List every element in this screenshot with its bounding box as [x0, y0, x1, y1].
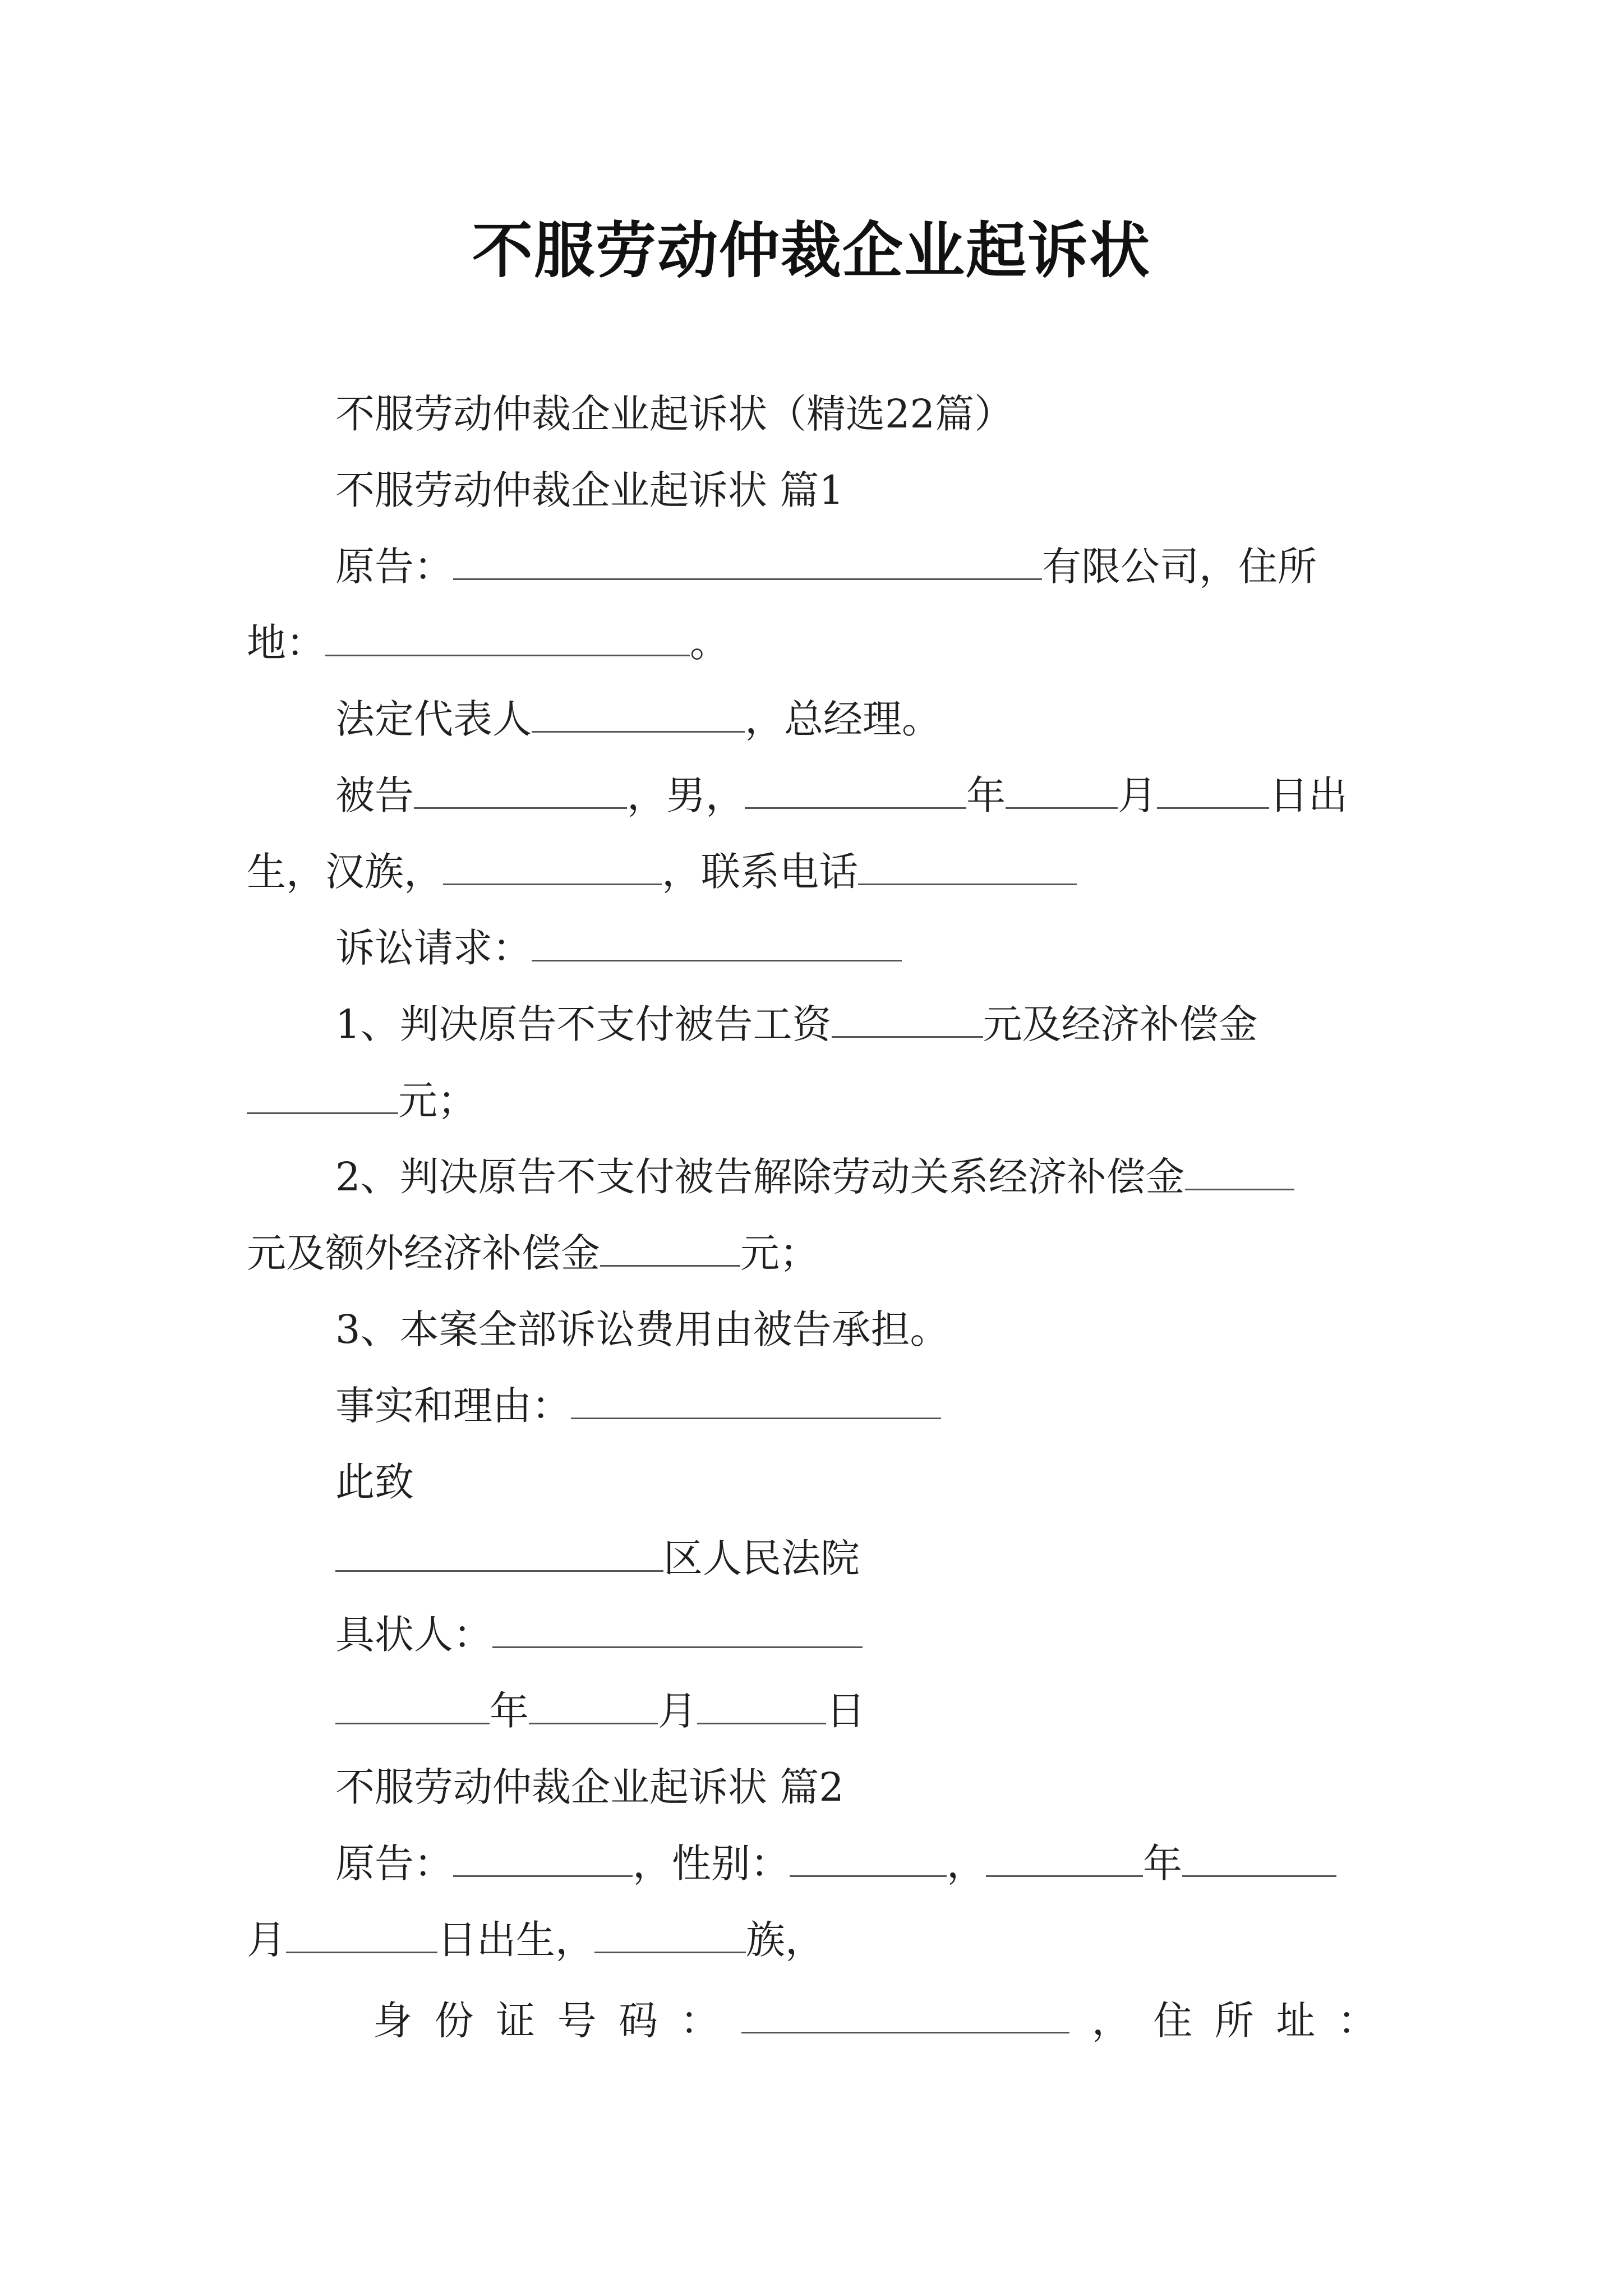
claim-1-end: 元；: [398, 1078, 477, 1124]
ethnicity-blank: [443, 844, 662, 885]
plaintiff-2-label: 原告：: [335, 1841, 453, 1887]
id-number-line: [373, 1993, 1377, 2049]
court-district-blank: [335, 1531, 663, 1572]
month-label: 月: [247, 1917, 286, 1963]
id-number-blank: [741, 1993, 1069, 2033]
claim-2-end: 元；: [740, 1230, 819, 1276]
plaintiff-2-line: [335, 1835, 1336, 1892]
signatory-line: [335, 1607, 863, 1663]
signatory-blank: [492, 1607, 863, 1648]
claim-1-continued: [247, 1073, 477, 1129]
birth-label: 日出: [1269, 772, 1348, 818]
compensation-amount-blank: [247, 1073, 398, 1114]
address-end: 。: [690, 620, 729, 666]
date-day-blank: [697, 1683, 826, 1724]
section-heading-1: [335, 462, 844, 518]
facts-label: 事实和理由：: [335, 1383, 571, 1429]
year-label: 年: [966, 772, 1006, 818]
ethnicity-blank: [594, 1912, 746, 1953]
subtitle-line: [335, 386, 1013, 442]
year-label: 年: [1143, 1841, 1182, 1887]
claim-2-text: 2、判决原告不支付被告解除劳动关系经济补偿金: [335, 1154, 1185, 1200]
plaintiff-2-continued: [247, 1912, 824, 1968]
birth-month-blank: [1006, 768, 1118, 809]
date-month-blank: [529, 1683, 658, 1724]
claim-1-text: 1、判决原告不支付被告工资: [335, 1001, 832, 1047]
date-month-label: 月: [658, 1688, 697, 1734]
claims-line: [335, 920, 902, 976]
ethnicity-text: 生，汉族，: [247, 849, 443, 895]
wage-amount-blank: [832, 997, 983, 1038]
subtitle-text: 不服劳动仲裁企业起诉状（精选22篇）: [335, 391, 1014, 437]
claim-3-line: [335, 1301, 949, 1358]
claim-1-line: [335, 996, 1258, 1052]
legal-rep-line: [335, 691, 941, 747]
birth-year-blank: [745, 768, 966, 809]
facts-blank: [571, 1378, 941, 1419]
claims-label: 诉讼请求：: [335, 925, 532, 971]
legal-rep-blank: [532, 692, 745, 733]
defendant-label: 被告: [335, 772, 414, 818]
gender-label: ，性别：: [633, 1841, 790, 1887]
court-line: [335, 1530, 860, 1586]
separator: ，: [947, 1841, 986, 1887]
section-heading-text: 不服劳动仲裁企业起诉状 篇2: [335, 1764, 844, 1810]
plaintiff-label: 原告：: [335, 544, 453, 590]
claim-1-compensation: 元及经济补偿金: [983, 1001, 1258, 1047]
plaintiff-address-line: [247, 615, 729, 671]
claims-blank: [532, 921, 902, 961]
plaintiff-2-name-blank: [453, 1836, 633, 1877]
id-char: 证: [496, 1998, 536, 2044]
court-name: 区人民法院: [663, 1535, 860, 1581]
address-char: 住: [1153, 1998, 1193, 2044]
facts-line: [335, 1378, 941, 1434]
id-char: 码: [619, 1998, 658, 2044]
date-line: [335, 1683, 865, 1739]
document-title: 不服劳动仲裁企业起诉状: [472, 216, 1151, 286]
plaintiff-line: [335, 539, 1317, 595]
address-char: 所: [1214, 1998, 1254, 2044]
phone-label: ，联系电话: [662, 849, 858, 895]
ethnicity-label: 族，: [746, 1917, 824, 1963]
extra-compensation-blank: [600, 1226, 740, 1267]
defendant-gender: ，男，: [627, 772, 745, 818]
address-char: 址: [1276, 1998, 1316, 2044]
legal-rep-label: 法定代表人: [335, 696, 532, 742]
id-char: 份: [434, 1998, 474, 2044]
birth-day-blank: [286, 1912, 437, 1953]
birth-label: 日出生，: [437, 1917, 594, 1963]
defendant-line: [335, 767, 1348, 823]
salutation-line: [335, 1454, 414, 1510]
claim-3-text: 3、本案全部诉讼费用由被告承担。: [335, 1306, 949, 1352]
claim-2-continued: [247, 1225, 819, 1281]
birth-year-blank: [986, 1836, 1143, 1877]
termination-compensation-blank: [1185, 1149, 1294, 1190]
separator: ，: [1091, 1998, 1131, 2044]
salutation-text: 此致: [335, 1459, 414, 1505]
plaintiff-company-blank: [453, 539, 1042, 580]
gender-blank: [790, 1836, 947, 1877]
plaintiff-company-suffix: 有限公司，住所: [1042, 544, 1317, 590]
date-year-label: 年: [490, 1688, 529, 1734]
address-label: 地：: [247, 620, 325, 666]
date-day-label: 日: [826, 1688, 865, 1734]
legal-rep-title: ，总经理。: [745, 696, 941, 742]
address-colon: ：: [1337, 1998, 1377, 2044]
id-char: 身: [373, 1998, 412, 2044]
section-heading-2: [335, 1759, 844, 1815]
claim-2-line: [335, 1149, 1294, 1205]
phone-blank: [858, 844, 1077, 885]
address-blank: [325, 615, 690, 656]
id-colon: ：: [680, 1998, 720, 2044]
defendant-contact-line: [247, 844, 1077, 900]
defendant-name-blank: [414, 768, 627, 809]
section-heading-text: 不服劳动仲裁企业起诉状 篇1: [335, 467, 844, 513]
birth-day-blank: [1157, 768, 1269, 809]
extra-compensation-text: 元及额外经济补偿金: [247, 1230, 600, 1276]
month-label: 月: [1118, 772, 1157, 818]
birth-month-blank: [1182, 1836, 1336, 1877]
signatory-label: 具状人：: [335, 1612, 492, 1658]
date-year-blank: [335, 1683, 490, 1724]
id-char: 号: [557, 1998, 597, 2044]
